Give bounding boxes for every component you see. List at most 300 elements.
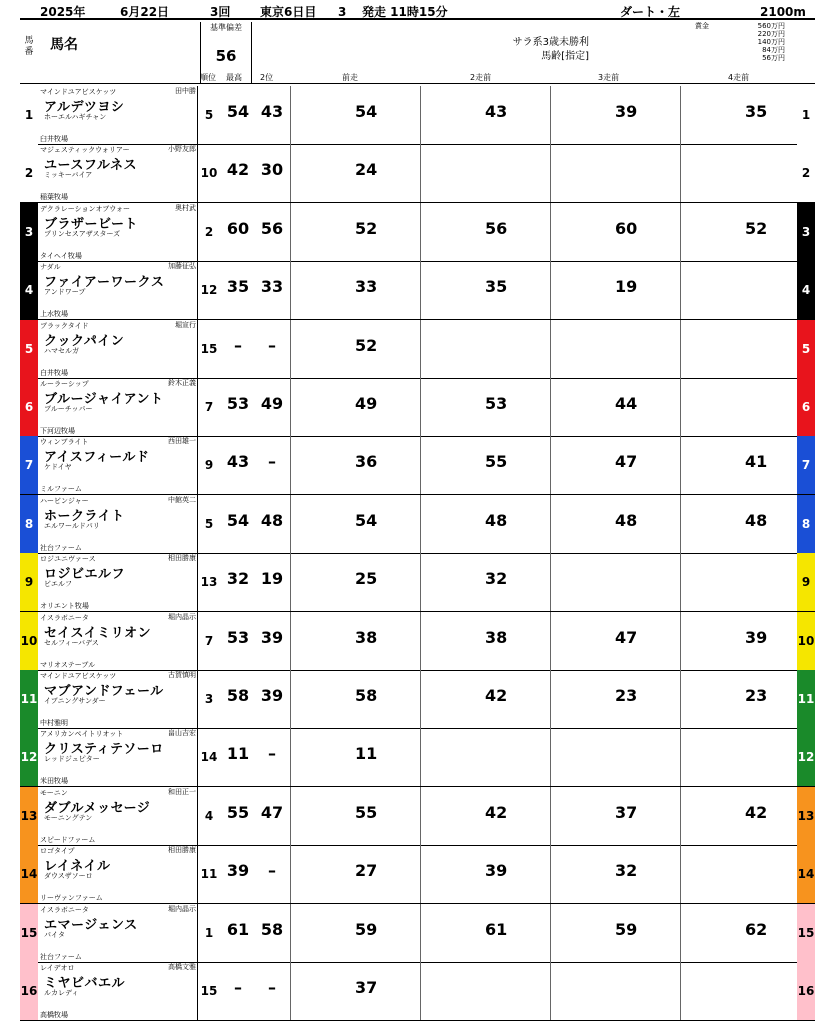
sire: ブラックタイド xyxy=(40,321,89,330)
horse-row xyxy=(20,670,815,729)
run-score: 33 xyxy=(355,277,378,297)
past-run xyxy=(680,904,810,962)
run-score: 39 xyxy=(745,627,768,647)
past-runs xyxy=(290,378,812,436)
past-run xyxy=(420,320,550,378)
past-run xyxy=(290,553,420,611)
run-score: 42 xyxy=(485,802,508,822)
run-score: 38 xyxy=(355,627,378,647)
past-run xyxy=(420,261,550,319)
max-score: 53 xyxy=(226,394,250,413)
owner: 社台ファーム xyxy=(40,543,82,552)
past-runs xyxy=(290,86,812,144)
past-run xyxy=(420,904,550,962)
sire: レイデオロ xyxy=(40,964,75,972)
past-run xyxy=(290,670,420,728)
horse-name: エマージェンス xyxy=(44,917,138,933)
horse-name: アルデツヨシ xyxy=(44,100,125,115)
horse-no-right: 9 xyxy=(797,553,815,611)
date: 6月22日 xyxy=(120,5,170,19)
sire: イスラボニータ xyxy=(40,613,89,622)
horse-name: ダブルメッセージ xyxy=(44,800,151,816)
run-score: 48 xyxy=(745,510,768,530)
second-score: 39 xyxy=(260,686,284,705)
sire: アメリカンペイトリオット xyxy=(40,730,124,739)
second-score: – xyxy=(268,335,276,355)
std-value: 56 xyxy=(215,47,237,65)
jockey: 和田正一 xyxy=(168,787,196,796)
horse-name: レイネイル xyxy=(44,859,111,875)
past-runs xyxy=(290,553,812,611)
horse-no: 10 xyxy=(20,612,38,670)
horse-row xyxy=(20,378,815,437)
past-run xyxy=(420,495,550,553)
horse-no-right: 14 xyxy=(797,845,815,903)
sire: モーニン xyxy=(40,788,68,797)
horse-row xyxy=(20,203,815,262)
second-score: – xyxy=(268,978,276,997)
horse-info xyxy=(38,962,198,1020)
dam: イブニングサンダー xyxy=(44,697,106,705)
dam: プリンセスアザスターズ xyxy=(44,229,121,238)
past-runs xyxy=(290,612,812,670)
max-score: 53 xyxy=(226,627,250,647)
past-run xyxy=(420,845,550,903)
horse-no: 8 xyxy=(20,495,38,553)
past-run xyxy=(550,728,680,786)
rank: 13 xyxy=(200,575,218,590)
horse-row xyxy=(20,436,815,495)
prize-label: 賞金 xyxy=(695,22,709,30)
prize-1: 560万円 xyxy=(757,22,785,30)
owner: タイヘイ牧場 xyxy=(40,251,82,260)
max-score: 11 xyxy=(226,744,250,764)
rank: 1 xyxy=(204,925,214,940)
horse-no: 13 xyxy=(20,787,38,845)
past-run xyxy=(680,378,810,436)
rank: 5 xyxy=(204,108,214,122)
max-score: 54 xyxy=(226,102,250,121)
run-score: 19 xyxy=(615,277,638,297)
run-score: 54 xyxy=(355,510,378,530)
jockey: 古賀慎明 xyxy=(168,671,196,679)
past-run xyxy=(680,203,810,261)
rank: 12 xyxy=(200,283,218,298)
past-run xyxy=(550,553,680,611)
race-header xyxy=(20,4,815,20)
run-score: 43 xyxy=(485,102,508,121)
horse-info xyxy=(38,436,198,494)
owner: オリエント牧場 xyxy=(40,602,89,611)
past-run xyxy=(420,378,550,436)
past-run xyxy=(550,845,680,903)
race-no: 3 xyxy=(338,5,347,19)
max-score: 55 xyxy=(226,802,250,822)
run-score: 44 xyxy=(615,394,638,413)
jockey: 奥村武 xyxy=(175,203,196,212)
horse-info xyxy=(38,845,198,903)
max-score: 61 xyxy=(226,919,250,939)
jockey: 堀内晶示 xyxy=(168,612,196,621)
run-score: 54 xyxy=(355,102,378,121)
jockey: 相田勝康 xyxy=(168,846,196,855)
horse-no-right: 4 xyxy=(797,261,815,319)
horse-info xyxy=(38,495,198,553)
run-score: 61 xyxy=(485,919,508,939)
horse-no-right: 10 xyxy=(797,612,815,670)
horse-no-label: 馬番 xyxy=(24,36,34,57)
race-condition: 馬齢[指定] xyxy=(541,51,589,62)
dam: モーニングテン xyxy=(44,813,93,822)
run-score: 47 xyxy=(615,627,638,647)
dam: パイタ xyxy=(44,930,65,939)
run4-label: 4走前 xyxy=(728,73,750,82)
run-score: 52 xyxy=(355,218,378,238)
run-score: 11 xyxy=(355,744,378,764)
run-score: 62 xyxy=(745,919,768,939)
run-score: 42 xyxy=(745,802,768,822)
jockey: 高橋文雅 xyxy=(168,963,196,971)
horse-no-right: 7 xyxy=(797,436,815,494)
jockey: 鈴木正義 xyxy=(168,379,196,387)
past-run xyxy=(680,728,810,786)
horse-info xyxy=(38,670,198,728)
sire: ウィンブライト xyxy=(40,438,89,447)
horse-no: 6 xyxy=(20,378,38,436)
rank: 4 xyxy=(204,808,214,823)
rank: 15 xyxy=(200,984,218,998)
past-run xyxy=(680,144,810,202)
past-run xyxy=(420,436,550,494)
column-header xyxy=(20,22,815,84)
horse-name: ユースフルネス xyxy=(44,158,137,174)
jockey: 相田勝康 xyxy=(168,554,196,563)
horse-no-right: 1 xyxy=(797,86,815,144)
horse-row xyxy=(20,962,815,1021)
rank: 5 xyxy=(204,516,214,531)
horse-name: セイスイミリオン xyxy=(44,625,152,641)
horse-no-right: 8 xyxy=(797,495,815,553)
past-run xyxy=(550,904,680,962)
max-label: 最高 xyxy=(226,73,242,82)
past-run xyxy=(550,378,680,436)
rank: 14 xyxy=(200,750,218,765)
run-score: 39 xyxy=(615,102,638,121)
past-run xyxy=(420,728,550,786)
past-run xyxy=(290,378,420,436)
max-score: 39 xyxy=(226,861,250,881)
run-score: 32 xyxy=(615,861,638,881)
horse-name: マブアンドフェール xyxy=(44,684,164,699)
run-score: 37 xyxy=(615,802,638,822)
run-score: 23 xyxy=(615,686,638,705)
past-run xyxy=(290,612,420,670)
horse-no-right: 6 xyxy=(797,378,815,436)
owner: 中村雅明 xyxy=(40,719,68,727)
owner: スピードファーム xyxy=(40,835,96,844)
horse-no-right: 12 xyxy=(797,728,815,786)
jockey: 加藤征弘 xyxy=(168,262,196,271)
horse-row xyxy=(20,86,815,145)
past-runs xyxy=(290,728,812,786)
horse-info xyxy=(38,904,198,962)
second-score: 48 xyxy=(260,510,284,530)
past-run xyxy=(550,495,680,553)
past-run xyxy=(290,436,420,494)
sire: デクラレーションオブウォー xyxy=(40,204,130,213)
past-run xyxy=(420,144,550,202)
past-run xyxy=(680,845,810,903)
horse-no: 4 xyxy=(20,261,38,319)
sire: ナダル xyxy=(40,263,61,272)
horse-info xyxy=(38,144,198,202)
prize-4: 84万円 xyxy=(762,46,785,54)
max-score: 42 xyxy=(226,160,250,180)
past-run xyxy=(680,495,810,553)
horse-no: 16 xyxy=(20,962,38,1020)
race-class: サラ系3歳未勝利 xyxy=(512,37,589,48)
run-score: 56 xyxy=(485,218,508,238)
run-score: 53 xyxy=(485,394,508,413)
past-run xyxy=(680,320,810,378)
run-score: 55 xyxy=(355,802,378,822)
dam: ミッキーバイア xyxy=(44,171,93,180)
horse-info xyxy=(38,320,198,378)
horse-row xyxy=(20,320,815,379)
run-score: 38 xyxy=(485,627,508,647)
past-run xyxy=(680,553,810,611)
run-score: 52 xyxy=(745,218,768,238)
past-run xyxy=(290,203,420,261)
venue: 東京6日目 xyxy=(260,5,317,19)
sire: イスラボニータ xyxy=(40,905,89,914)
dam: アンドワープ xyxy=(44,288,86,297)
past-run xyxy=(550,787,680,845)
horse-name: クックパイン xyxy=(44,333,125,349)
dam: ハマセルガ xyxy=(44,346,79,355)
dam: ダウスザソーロ xyxy=(44,872,93,881)
horse-info xyxy=(38,612,198,670)
jockey: 田中勝 xyxy=(175,87,196,95)
past-run xyxy=(680,436,810,494)
race-info xyxy=(513,36,589,64)
sire: マジェスティックウォリアー xyxy=(40,146,130,155)
past-run xyxy=(420,553,550,611)
jockey: 中館英二 xyxy=(168,495,196,504)
past-run xyxy=(680,612,810,670)
horse-no-right: 16 xyxy=(797,962,815,1020)
run-score: 25 xyxy=(355,569,378,589)
run-score: 48 xyxy=(485,510,508,530)
past-run xyxy=(420,962,550,1020)
horse-no: 3 xyxy=(20,203,38,261)
past-runs xyxy=(290,203,812,261)
horse-name: クリスティテソーロ xyxy=(44,742,164,758)
past-runs xyxy=(290,904,812,962)
run-score: 52 xyxy=(355,335,378,355)
rank: 7 xyxy=(204,400,214,414)
sire: ハービンジャー xyxy=(40,496,89,505)
past-run xyxy=(420,670,550,728)
run-score: 36 xyxy=(355,452,378,472)
second-score: – xyxy=(268,452,276,472)
dam: ケドイヤ xyxy=(44,463,72,472)
jockey: 畠山吉宏 xyxy=(168,729,196,738)
sire: ロジユニヴァース xyxy=(40,555,96,564)
max-score: – xyxy=(234,978,242,997)
race-sheet xyxy=(20,4,815,1020)
run-score: 60 xyxy=(615,218,638,238)
horse-row xyxy=(20,787,815,846)
second-score: 33 xyxy=(260,277,284,297)
max-score: 60 xyxy=(226,218,250,238)
prev-label: 前走 xyxy=(342,73,358,82)
dam: ルカレディ xyxy=(44,989,79,997)
past-runs xyxy=(290,261,812,319)
past-runs xyxy=(290,962,812,1020)
horse-no: 1 xyxy=(20,86,38,144)
run-score: 37 xyxy=(355,978,378,997)
horse-no: 7 xyxy=(20,436,38,494)
rank: 10 xyxy=(200,166,218,181)
past-run xyxy=(550,962,680,1020)
past-runs xyxy=(290,845,812,903)
horse-info xyxy=(38,553,198,611)
past-run xyxy=(550,203,680,261)
horse-no: 11 xyxy=(20,670,38,728)
max-score: – xyxy=(234,335,242,355)
max-score: 43 xyxy=(226,452,250,472)
run-score: 58 xyxy=(355,686,378,705)
second-score: 56 xyxy=(260,218,284,238)
past-runs xyxy=(290,495,812,553)
run-score: 47 xyxy=(615,452,638,472)
horse-info xyxy=(38,728,198,786)
max-score: 58 xyxy=(226,686,250,705)
horse-name: ブルージャイアント xyxy=(44,392,164,407)
horse-no: 14 xyxy=(20,845,38,903)
owner: 米田牧場 xyxy=(40,777,68,786)
past-runs xyxy=(290,436,812,494)
rank: 11 xyxy=(200,867,218,882)
run-score: 39 xyxy=(485,861,508,881)
second-score: – xyxy=(268,861,276,881)
past-run xyxy=(550,320,680,378)
run-score: 41 xyxy=(745,452,768,472)
horse-name: ホークライト xyxy=(44,508,125,524)
past-run xyxy=(680,670,810,728)
horse-no-right: 3 xyxy=(797,203,815,261)
past-runs xyxy=(290,320,812,378)
past-run xyxy=(550,261,680,319)
kai: 3回 xyxy=(210,5,231,19)
owner: 白井牧場 xyxy=(40,368,68,377)
rank: 9 xyxy=(204,458,214,473)
prize-table xyxy=(695,22,785,62)
max-score: 35 xyxy=(226,277,250,297)
rank: 15 xyxy=(200,341,218,356)
past-run xyxy=(290,787,420,845)
post-time: 発走 11時15分 xyxy=(362,5,448,19)
horse-no: 2 xyxy=(20,144,38,202)
past-run xyxy=(680,261,810,319)
prize-2: 220万円 xyxy=(757,30,785,38)
past-run xyxy=(420,86,550,144)
second-score: 19 xyxy=(260,569,284,589)
prize-3: 140万円 xyxy=(757,38,785,46)
past-runs xyxy=(290,787,812,845)
run3-label: 3走前 xyxy=(598,73,620,82)
horse-name: ロジビエルフ xyxy=(44,567,126,583)
rank-label: 順位 xyxy=(200,73,216,82)
horse-info xyxy=(38,203,198,261)
run-score: 35 xyxy=(485,277,508,297)
rank: 3 xyxy=(204,692,214,706)
horse-info xyxy=(38,378,198,436)
year: 2025年 xyxy=(40,5,86,19)
owner: マリオステーブル xyxy=(40,660,96,669)
dam: ブルーチッパー xyxy=(44,405,93,413)
run-score: 49 xyxy=(355,394,378,413)
rank: 2 xyxy=(204,224,214,239)
past-run xyxy=(420,203,550,261)
std-label: 基準偏差 xyxy=(210,23,242,32)
run-score: 48 xyxy=(615,510,638,530)
second-score: 39 xyxy=(260,627,284,647)
horse-no: 15 xyxy=(20,904,38,962)
horse-no-right: 15 xyxy=(797,904,815,962)
second-score: 47 xyxy=(260,802,284,822)
owner: 社台ファーム xyxy=(40,952,82,961)
run2-label: 2走前 xyxy=(470,73,492,82)
second-score: 30 xyxy=(260,160,284,180)
past-run xyxy=(290,261,420,319)
past-run xyxy=(550,86,680,144)
horse-name-label: 馬名 xyxy=(50,37,78,53)
dam: ビエルフ xyxy=(44,580,72,589)
past-run xyxy=(680,962,810,1020)
past-run xyxy=(290,845,420,903)
horse-row xyxy=(20,904,815,963)
second-label: 2位 xyxy=(260,73,274,82)
run-score: 59 xyxy=(355,919,378,939)
horse-row xyxy=(20,144,815,203)
dam: セルフィーバデス xyxy=(44,638,99,647)
jockey: 小野友郎 xyxy=(168,145,196,154)
run-score: 55 xyxy=(485,452,508,472)
owner: リーヴァンファーム xyxy=(40,894,103,903)
past-run xyxy=(420,612,550,670)
second-score: – xyxy=(268,744,276,764)
second-score: 49 xyxy=(260,394,284,413)
horse-no-right: 2 xyxy=(797,144,815,202)
distance: 2100m xyxy=(760,5,806,19)
horse-no: 9 xyxy=(20,553,38,611)
run-score: 42 xyxy=(485,686,508,705)
horse-name: ブラザービート xyxy=(44,216,138,232)
track: ダート・左 xyxy=(620,5,681,19)
owner: 下河辺牧場 xyxy=(40,427,75,435)
past-run xyxy=(290,495,420,553)
sire: ルーラーシップ xyxy=(40,380,89,388)
past-runs xyxy=(290,670,812,728)
past-run xyxy=(550,144,680,202)
horse-name: ミヤビバエル xyxy=(44,976,126,991)
owner: 稲葉牧場 xyxy=(40,193,68,202)
sire: ロゴタイプ xyxy=(40,847,75,856)
owner: 上水牧場 xyxy=(40,310,68,319)
prize-5: 56万円 xyxy=(762,54,785,62)
